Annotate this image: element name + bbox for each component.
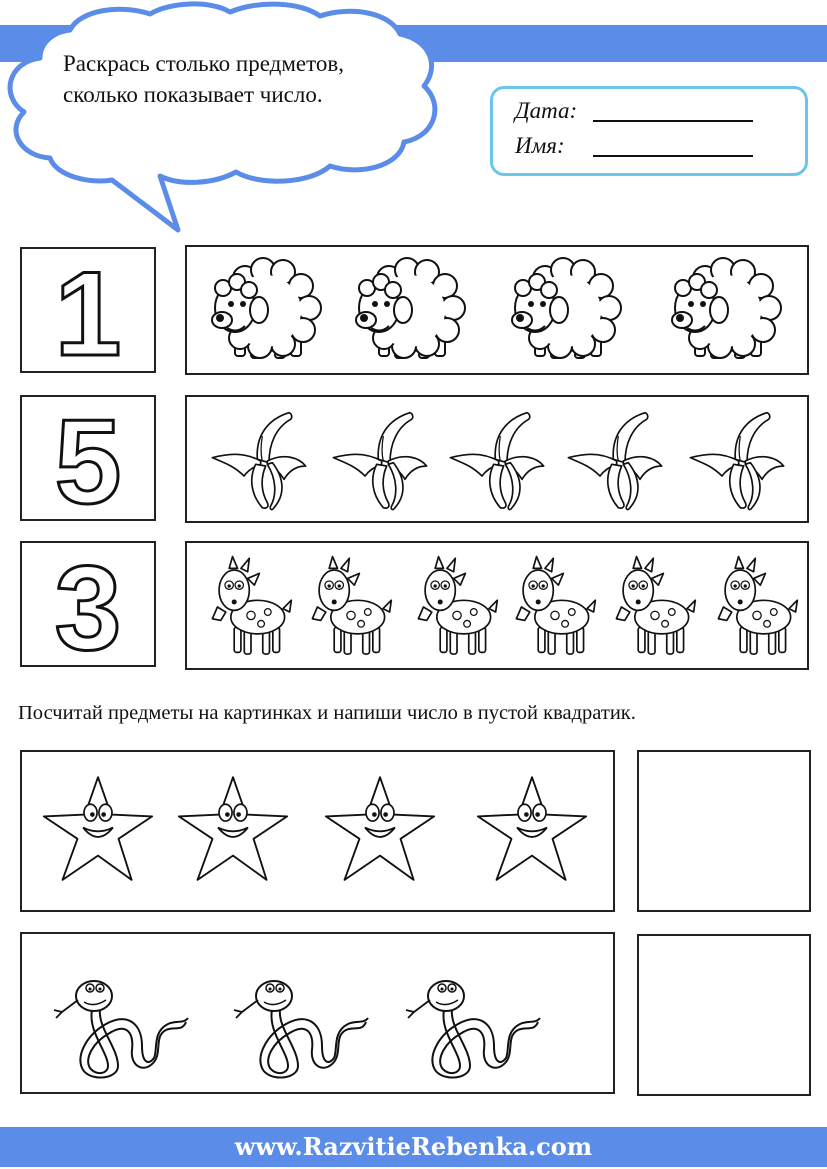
star-icon: [42, 774, 154, 884]
sheep-icon[interactable]: [205, 255, 325, 367]
website-link[interactable]: www.RazvitieRebenka.com: [234, 1132, 593, 1161]
goat-icon[interactable]: [415, 549, 499, 665]
sheep-icon[interactable]: [665, 255, 785, 367]
date-line[interactable]: [593, 120, 753, 122]
goat-icon[interactable]: [209, 549, 293, 665]
number-5-outline: [22, 395, 154, 529]
goat-icon[interactable]: [613, 549, 697, 665]
number-1-outline: [22, 247, 154, 381]
snake-icon: [400, 962, 550, 1082]
number-3-text: 3: [54, 541, 122, 675]
star-icon: [177, 774, 289, 884]
star-group: [20, 750, 615, 912]
snake-icon: [228, 962, 378, 1082]
number-box-1: [20, 247, 156, 381]
banana-icon[interactable]: [209, 403, 309, 519]
answer-box-stars[interactable]: [637, 750, 811, 912]
sheep-icon[interactable]: [505, 255, 625, 367]
banana-row: [185, 395, 809, 523]
number-box-5: [20, 395, 156, 529]
answer-box-snakes[interactable]: [637, 934, 811, 1096]
number-box-3: [20, 541, 156, 675]
counting-instruction: Посчитай предметы на картинках и напиши число в пустой квадратик.: [18, 702, 636, 724]
banana-icon[interactable]: [330, 403, 430, 519]
banana-icon[interactable]: [687, 403, 787, 519]
star-icon: [476, 774, 588, 884]
name-date-box: [490, 86, 808, 176]
number-1-text: 1: [54, 247, 122, 381]
number-5-text: 5: [54, 395, 122, 529]
goat-icon[interactable]: [715, 549, 799, 665]
star-icon: [324, 774, 436, 884]
speech-cloud: [0, 0, 460, 240]
name-label: Имя:: [515, 133, 565, 158]
goat-icon[interactable]: [513, 549, 597, 665]
goat-row: [185, 541, 809, 670]
name-line[interactable]: [593, 155, 753, 157]
snake-icon: [48, 962, 198, 1082]
goat-icon[interactable]: [309, 549, 393, 665]
snake-group: [20, 932, 615, 1094]
date-label: Дата:: [515, 98, 578, 123]
number-3-outline: [22, 541, 154, 675]
sheep-row: [185, 245, 809, 375]
sheep-icon[interactable]: [349, 255, 469, 367]
coloring-instruction: Раскрась столько предметов, сколько показывает число.: [63, 51, 344, 107]
banana-icon[interactable]: [565, 403, 665, 519]
banana-icon[interactable]: [447, 403, 547, 519]
